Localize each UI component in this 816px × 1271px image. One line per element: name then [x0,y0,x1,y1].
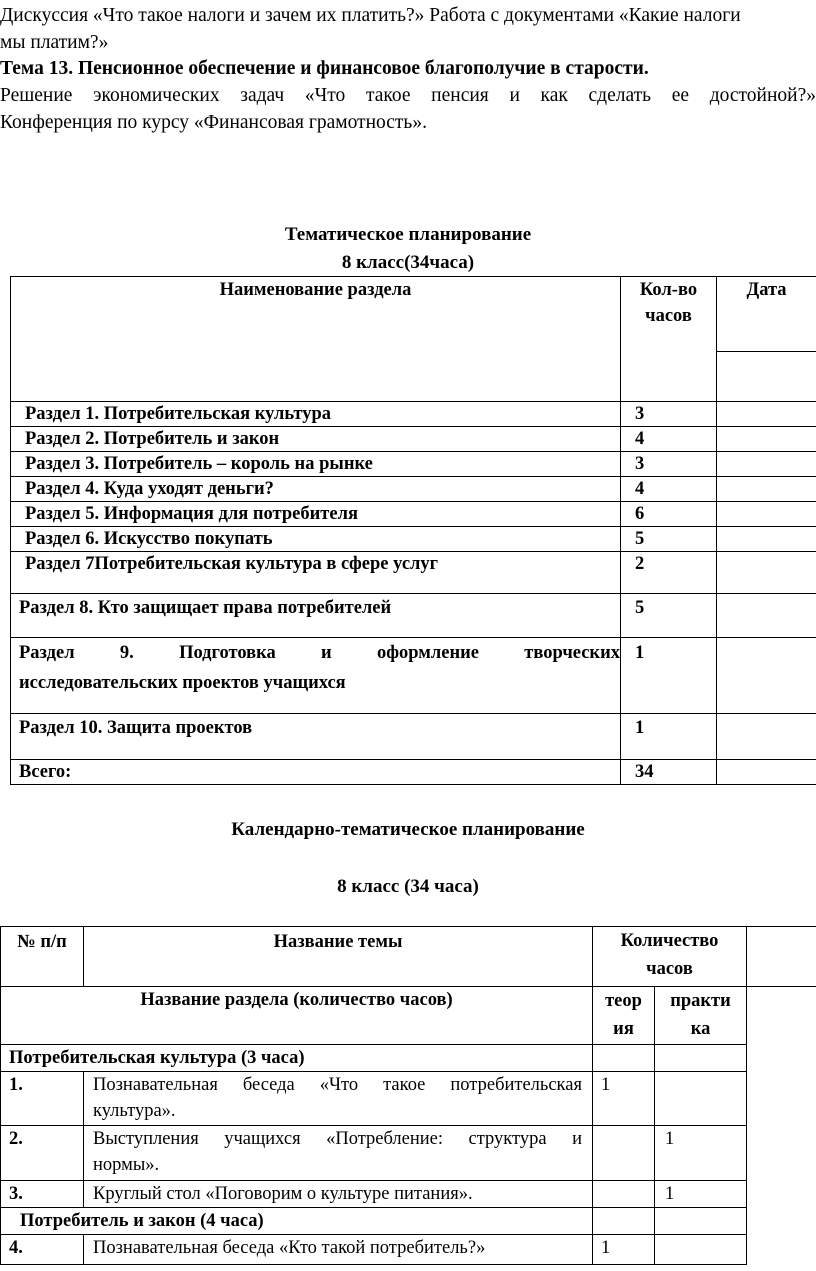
thematic-title: Тематическое планирование [284,224,532,245]
calendar-title: Календарно-тематическое планирование [231,819,585,840]
header-section-name: Наименование раздела [11,277,621,402]
header-date: Дата [717,277,816,352]
table-row: Раздел 4. Куда уходят деньги? 4 [11,477,816,502]
table-row: Раздел 7Потребительская культура в сфере услуг 2 [11,552,816,594]
total-row: Всего: 34 [11,760,816,785]
table-row: Раздел 9. Подготовка и оформление творческих исследовательских проектов учащихся 1 [11,638,816,714]
header-hours: Кол-во часов [621,277,717,402]
table-row: Раздел 1. Потребительская культура 3 [11,402,816,427]
table-row: Раздел 8. Кто защищает права потребителей 5 [11,594,816,638]
header-section: Название раздела (количество часов) [1,987,593,1045]
header-topic: Название темы [84,927,593,987]
calendar-subtitle: 8 класс (34 часа) [337,876,479,897]
lesson-row: 2. Выступления учащихся «Потребление: структура и нормы». 1 [1,1126,816,1181]
table-header-row [11,277,816,352]
intro-line-1: Дискуссия «Что такое налоги и зачем их платить?» Работа с документами «Какие налоги [0,5,741,26]
lesson-row: 3. Круглый стол «Поговорим о культуре питания». 1 [1,1181,816,1208]
table-row: Раздел 6. Искусство покупать 5 [11,527,816,552]
lesson-row: 1. Познавательная беседа «Что такое потребительская культура». 1 [1,1072,816,1126]
header-num: № п/п [1,927,84,987]
calendar-subheader-row [1,987,816,1045]
lesson-row: 4. Познавательная беседа «Кто такой потребитель?» 1 [1,1235,816,1265]
section-row: Потребитель и закон (4 часа) [1,1208,816,1235]
intro-line-3: Решение экономических задач «Что такое пенсия и как сделать ее достойной?» [0,85,816,106]
intro-line-4: Конференция по курсу «Финансовая грамотность». [0,112,427,133]
header-hours: Количество часов [593,927,747,987]
table-row: Раздел 3. Потребитель – король на рынке 3 [11,452,816,477]
date-cell [717,352,816,402]
topic-13-title: Тема 13. Пенсионное обеспечение и финансовое благополучие в старости. [0,58,649,79]
header-theory: теор ия [593,987,655,1045]
thematic-table [10,276,816,785]
section-row: Потребительская культура (3 часа) [1,1045,816,1072]
table-row: Раздел 10. Защита проектов 1 [11,714,816,760]
thematic-subtitle: 8 класс(34часа) [341,252,475,273]
intro-line-2: мы платим?» [0,32,109,53]
calendar-table [0,926,816,1265]
table-row: Раздел 5. Информация для потребителя 6 [11,502,816,527]
header-practice: практи ка [655,987,747,1045]
calendar-header-row [1,927,816,987]
table-row: Раздел 2. Потребитель и закон 4 [11,427,816,452]
